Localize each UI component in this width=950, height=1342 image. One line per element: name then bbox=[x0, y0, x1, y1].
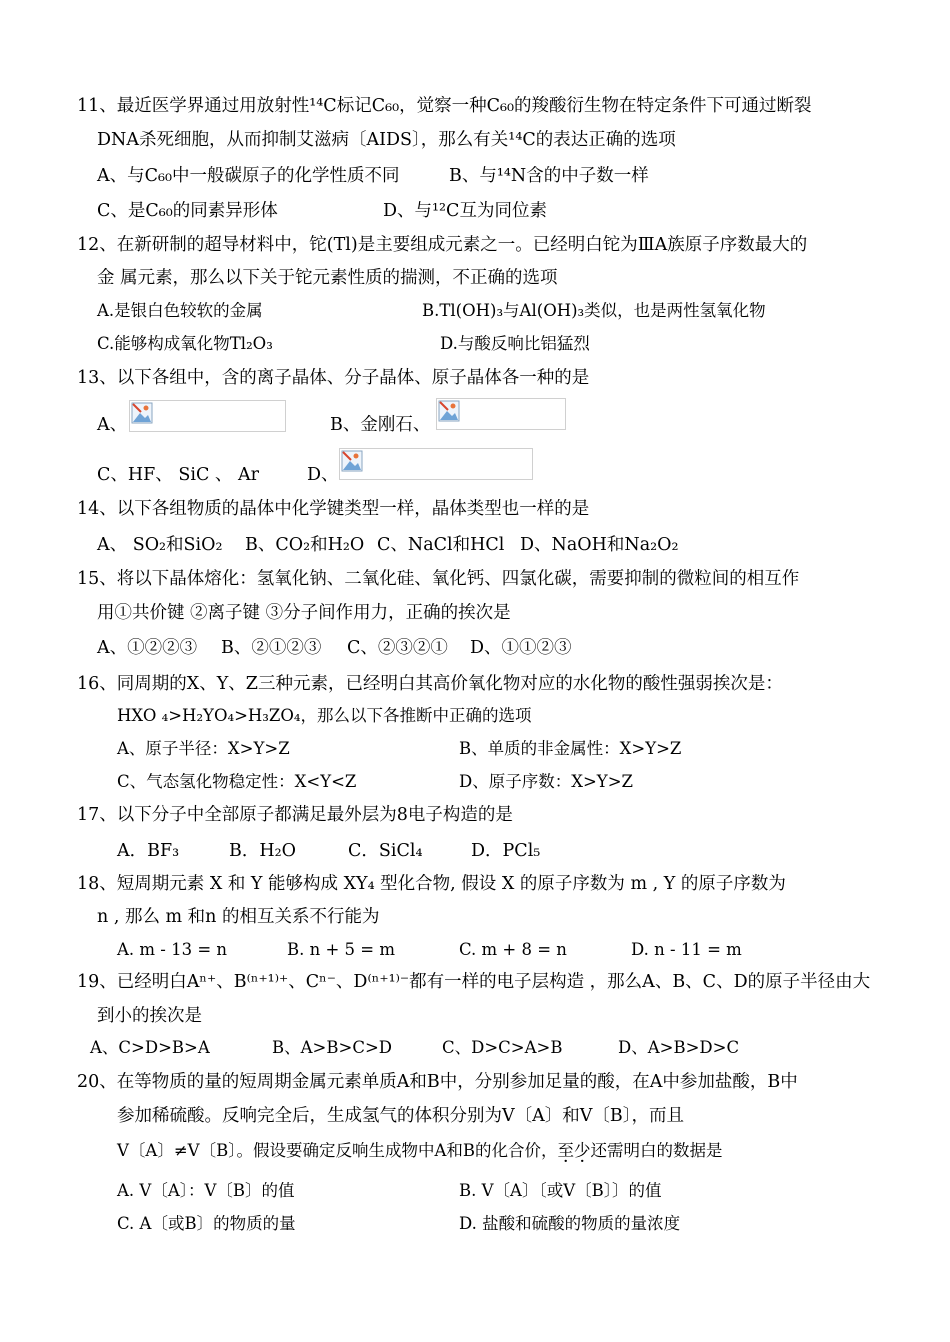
q17-options bbox=[117, 839, 877, 863]
q17-option-c[interactable]: C．SiCl₄ bbox=[348, 841, 423, 861]
q13-options-row1 bbox=[97, 400, 877, 434]
q11-option-d[interactable]: D、与¹²C互为同位素 bbox=[383, 201, 547, 221]
q12-options-row1 bbox=[97, 299, 877, 323]
q15-option-b[interactable]: B、②①②③ bbox=[221, 638, 322, 658]
q15-option-d[interactable]: D、①①②③ bbox=[470, 638, 572, 658]
q16-options-row2 bbox=[117, 770, 877, 794]
q18-stem-line2: n , 那么 m 和n 的相互关系不行能为 bbox=[97, 907, 380, 927]
q20-stem-line3 bbox=[117, 1139, 723, 1163]
q12-option-b[interactable]: B.Tl(OH)₃与Al(OH)₃类似，也是两性氢氧化物 bbox=[422, 301, 766, 320]
q19-stem-line1: 19、已经明白Aⁿ⁺、B⁽ⁿ⁺¹⁾⁺、Cⁿ⁻、D⁽ⁿ⁺¹⁾⁻都有一样的电子层构造 ，那么A、B、C、D的原子半径由大 bbox=[77, 972, 871, 992]
q20-option-d[interactable]: D. 盐酸和硫酸的物质的量浓度 bbox=[459, 1214, 681, 1233]
q14-option-c[interactable]: C、NaCl和HCl bbox=[377, 535, 505, 555]
q13-option-c[interactable]: C、HF、 SiC 、 Ar bbox=[97, 465, 259, 485]
q20-emphasis-char-2: 少 bbox=[574, 1141, 591, 1160]
q11-stem-line2: DNA杀死细胞，从而抑制艾滋病〔AIDS〕，那么有关¹⁴C的表达正确的选项 bbox=[97, 130, 676, 150]
q20-option-b[interactable]: B. V〔A〕〔或V〔B〕〕的值 bbox=[459, 1181, 662, 1200]
q13-option-a[interactable] bbox=[97, 413, 127, 437]
q20-stem-line3-post: 还需明白的数据是 bbox=[590, 1141, 723, 1160]
q16-stem-line1: 16、同周期的X、Y、Z三种元素，已经明白其高价氧化物对应的水化物的酸性强弱挨次是： bbox=[77, 674, 783, 694]
q14-option-a[interactable]: A、 SO₂和SiO₂ bbox=[97, 535, 223, 555]
q12-stem-line1: 12、在新研制的超导材料中，铊(Tl)是主要组成元素之一。已经明白铊为ⅢA族原子序数最大的 bbox=[77, 235, 808, 255]
q18-option-c[interactable]: C. m + 8 = n bbox=[459, 940, 567, 959]
q20-stem-line3-pre: V〔A〕≠V〔B〕。假设要确定反响生成物中A和B的化合价， bbox=[117, 1141, 558, 1160]
q20-stem-line1: 20、在等物质的量的短周期金属元素单质A和B中，分别参加足量的酸，在A中参加盐酸，B中 bbox=[77, 1072, 798, 1092]
q18-options bbox=[117, 938, 877, 962]
q11-options-row2 bbox=[97, 199, 877, 223]
q13-options-row2 bbox=[97, 448, 877, 485]
q11-option-b[interactable]: B、与¹⁴N含的中子数一样 bbox=[449, 166, 649, 186]
q16-option-b[interactable]: B、单质的非金属性：X>Y>Z bbox=[459, 739, 682, 758]
q12-stem-line2: 金 属元素，那么以下关于铊元素性质的揣测，不正确的选项 bbox=[97, 268, 558, 288]
q11-options-row1 bbox=[97, 164, 877, 188]
q18-stem-line1: 18、短周期元素 X 和 Y 能够构成 XY₄ 型化合物, 假设 X 的原子序数为 m , Y 的原子序数为 bbox=[77, 874, 786, 894]
q12-option-d[interactable]: D.与酸反响比铝猛烈 bbox=[440, 334, 590, 353]
q19-stem-line2: 到小的挨次是 bbox=[97, 1006, 202, 1026]
q12-options-row2 bbox=[97, 332, 877, 356]
q16-options-row1 bbox=[117, 737, 877, 761]
q16-option-d[interactable]: D、原子序数：X>Y>Z bbox=[459, 772, 633, 791]
q13-option-b[interactable] bbox=[330, 413, 430, 437]
q19-option-a[interactable]: A、C>D>B>A bbox=[90, 1038, 210, 1057]
q16-option-c[interactable]: C、气态氢化物稳定性：X<Y<Z bbox=[117, 772, 357, 791]
q19-option-c[interactable]: C、D>C>A>B bbox=[442, 1038, 563, 1057]
q20-option-a[interactable]: A. V〔A〕：V〔B〕的值 bbox=[117, 1181, 295, 1200]
q15-option-a[interactable]: A、①②②③ bbox=[97, 638, 198, 658]
q13-option-d-label: D、 bbox=[307, 465, 339, 485]
q19-option-b[interactable]: B、A>B>C>D bbox=[272, 1038, 392, 1057]
broken-image-icon bbox=[131, 402, 153, 424]
q20-options-row1 bbox=[117, 1179, 877, 1203]
q13-option-b-image bbox=[436, 398, 566, 430]
q17-option-a[interactable]: A．BF₃ bbox=[117, 841, 180, 861]
q13-option-d[interactable] bbox=[307, 463, 339, 487]
q18-option-b[interactable]: B. n + 5 = m bbox=[287, 940, 396, 959]
q13-option-a-label: A、 bbox=[97, 415, 128, 435]
q18-option-d[interactable]: D. n - 11 = m bbox=[631, 940, 742, 959]
q20-option-c[interactable]: C. A〔或B〕的物质的量 bbox=[117, 1214, 296, 1233]
q12-option-a[interactable]: A.是银白色较软的金属 bbox=[97, 301, 263, 320]
q17-stem: 17、以下分子中全部原子都满足最外层为8电子构造的是 bbox=[77, 805, 513, 825]
q16-option-a[interactable]: A、原子半径：X>Y>Z bbox=[117, 739, 290, 758]
q17-option-d[interactable]: D．PCl₅ bbox=[471, 841, 541, 861]
q20-stem-line2: 参加稀硫酸。反响完全后，生成氢气的体积分别为V〔A〕和V〔B〕，而且 bbox=[117, 1106, 685, 1126]
q15-option-c[interactable]: C、②③②① bbox=[347, 638, 448, 658]
q15-stem-line2: 用①共价键 ②离子键 ③分子间作用力，正确的挨次是 bbox=[97, 603, 511, 623]
q11-stem-line1: 11、最近医学界通过用放射性¹⁴C标记C₆₀，觉察一种C₆₀的羧酸衍生物在特定条件下可通过断裂 bbox=[77, 96, 812, 116]
q14-stem: 14、以下各组物质的晶体中化学键类型一样，晶体类型也一样的是 bbox=[77, 499, 590, 519]
q14-options bbox=[97, 533, 877, 557]
q13-stem: 13、以下各组中，含的离子晶体、分子晶体、原子晶体各一种的是 bbox=[77, 368, 590, 388]
q11-option-c[interactable]: C、是C₆₀的同素异形体 bbox=[97, 201, 278, 221]
broken-image-icon bbox=[438, 400, 460, 422]
broken-image-icon bbox=[341, 450, 363, 472]
q20-emphasis-char-1: 至 bbox=[557, 1141, 574, 1160]
q13-option-d-image bbox=[339, 448, 533, 480]
q18-option-a[interactable]: A. m - 13 = n bbox=[117, 940, 228, 959]
q20-options-row2 bbox=[117, 1212, 877, 1236]
q13-option-a-image bbox=[129, 400, 286, 432]
q19-option-d[interactable]: D、A>B>D>C bbox=[618, 1038, 740, 1057]
q14-option-b[interactable]: B、CO₂和H₂O bbox=[245, 535, 365, 555]
q17-option-b[interactable]: B．H₂O bbox=[229, 841, 296, 861]
q13-option-b-label: B、金刚石、 bbox=[330, 415, 431, 435]
q15-stem-line1: 15、将以下晶体熔化：氢氧化钠、二氧化硅、氧化钙、四氯化碳，需要抑制的微粒间的相互作 bbox=[77, 569, 800, 589]
q14-option-d[interactable]: D、NaOH和Na₂O₂ bbox=[520, 535, 679, 555]
q19-options bbox=[90, 1036, 870, 1060]
q15-options bbox=[97, 636, 877, 660]
q12-option-c[interactable]: C.能够构成氧化物Tl₂O₃ bbox=[97, 334, 273, 353]
q11-option-a[interactable]: A、与C₆₀中一般碳原子的化学性质不同 bbox=[97, 166, 400, 186]
q16-stem-line2: HXO ₄>H₂YO₄>H₃ZO₄，那么以下各推断中正确的选项 bbox=[117, 706, 532, 725]
